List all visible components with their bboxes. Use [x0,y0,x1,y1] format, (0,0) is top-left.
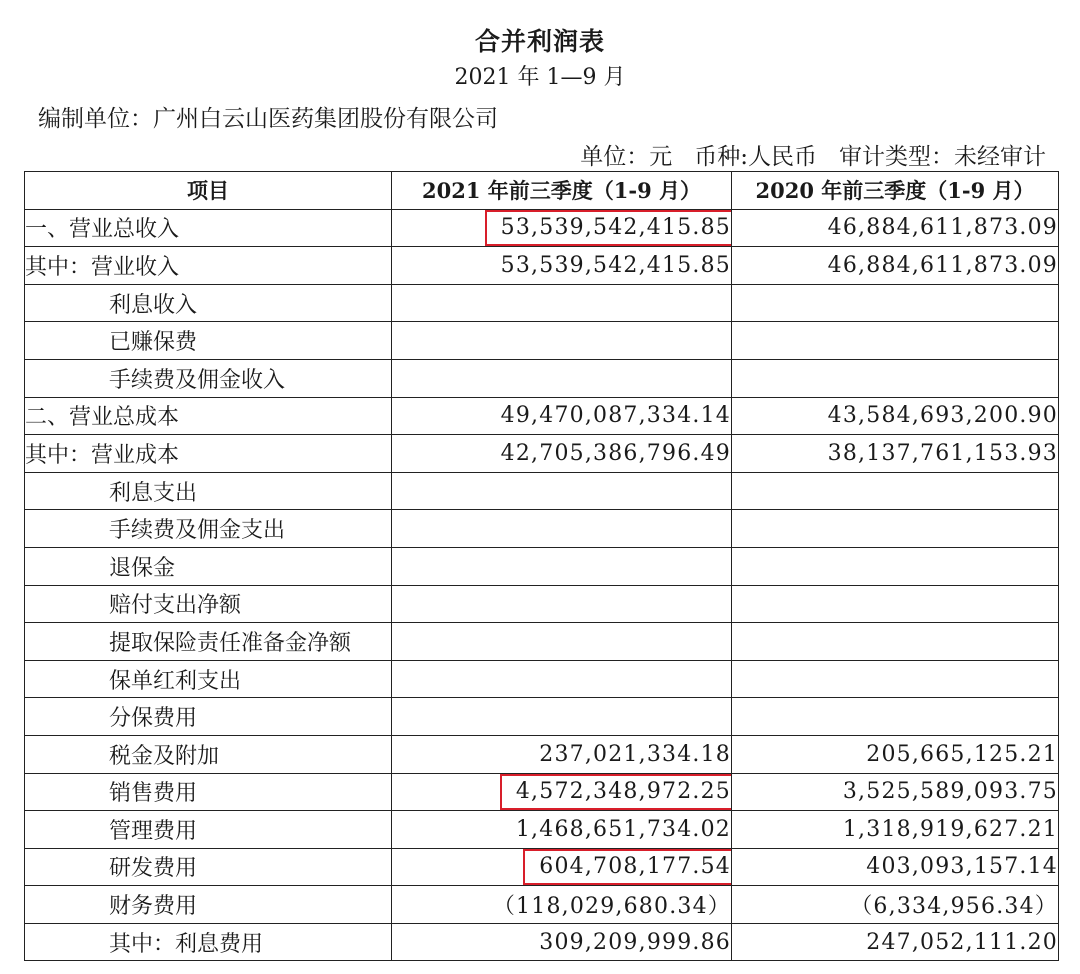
value-cell-current [392,472,732,510]
highlighted-value: 53,539,542,415.85 [485,210,732,246]
value-cell-current [392,209,732,247]
value-cell-prior [732,660,1059,698]
value-cell-current [392,510,732,548]
table-row [25,247,1059,285]
table-header-row [25,172,1059,210]
value-cell-prior: 403,093,157.14 [732,848,1059,886]
value-cell-prior: 247,052,111.20 [732,923,1059,961]
table-row [25,585,1059,623]
currency-label: 币种:人民币 [694,144,817,170]
table-row [25,209,1059,247]
row-item-label: 保单红利支出 [25,660,392,698]
value-cell-current [392,848,732,886]
row-item-label: 其中：利息费用 [25,923,392,961]
value-cell-current [392,322,732,360]
row-item-label: 一、营业总收入 [25,209,392,247]
audit-type-label: 审计类型：未经审计 [839,144,1046,170]
row-item-label: 手续费及佣金支出 [25,510,392,548]
value-cell-current [392,698,732,736]
table-row [25,923,1059,961]
value-cell-prior: 43,584,693,200.90 [732,397,1059,435]
table-row [25,773,1059,811]
table-row [25,510,1059,548]
row-item-label: 已赚保费 [25,322,392,360]
value-cell-current: 49,470,087,334.14 [392,397,732,435]
value-cell-current: 42,705,386,796.49 [392,435,732,473]
table-row [25,623,1059,661]
report-title: 合并利润表 [474,27,605,56]
column-header-item: 项目 [25,172,392,210]
row-item-label: 其中：营业成本 [25,435,392,473]
value-cell-current [392,773,732,811]
value-cell-prior: 1,318,919,627.21 [732,811,1059,849]
row-item-label: 手续费及佣金收入 [25,359,392,397]
table-row [25,698,1059,736]
value-cell-prior: 38,137,761,153.93 [732,435,1059,473]
value-cell-prior [732,284,1059,322]
value-cell-current: 237,021,334.18 [392,735,732,773]
table-row [25,397,1059,435]
value-cell-current: （118,029,680.34） [392,886,732,924]
row-item-label: 二、营业总成本 [25,397,392,435]
value-cell-prior [732,585,1059,623]
row-item-label: 提取保险责任准备金净额 [25,623,392,661]
value-cell-prior [732,322,1059,360]
row-item-label: 研发费用 [25,848,392,886]
table-body [25,209,1059,961]
row-item-label: 其中：营业收入 [25,247,392,285]
value-cell-current: 53,539,542,415.85 [392,247,732,285]
value-cell-prior: 3,525,589,093.75 [732,773,1059,811]
highlighted-value: 604,708,177.54 [523,849,731,885]
value-cell-current [392,623,732,661]
value-cell-prior [732,359,1059,397]
value-cell-prior [732,623,1059,661]
value-cell-prior [732,547,1059,585]
row-item-label: 财务费用 [25,886,392,924]
table-row [25,322,1059,360]
value-cell-current [392,359,732,397]
value-cell-prior [732,472,1059,510]
value-cell-current [392,585,732,623]
income-statement-table [24,171,1059,961]
value-cell-current [392,660,732,698]
table-row [25,359,1059,397]
table-row [25,284,1059,322]
row-item-label: 税金及附加 [25,735,392,773]
value-cell-current [392,547,732,585]
value-cell-current: 1,468,651,734.02 [392,811,732,849]
table-row [25,886,1059,924]
row-item-label: 利息支出 [25,472,392,510]
row-item-label: 利息收入 [25,284,392,322]
table-row [25,660,1059,698]
report-period: 2021 年 1—9 月 [454,65,626,90]
column-header-2020: 2020 年前三季度（1-9 月） [732,172,1059,210]
highlighted-value: 4,572,348,972.25 [500,774,732,810]
table-row [25,735,1059,773]
row-item-label: 退保金 [25,547,392,585]
value-cell-prior [732,510,1059,548]
table-row [25,848,1059,886]
table-row [25,472,1059,510]
table-row [25,811,1059,849]
value-cell-prior: 46,884,611,873.09 [732,209,1059,247]
row-item-label: 管理费用 [25,811,392,849]
table-row [25,435,1059,473]
row-item-label: 分保费用 [25,698,392,736]
report-meta [580,138,1046,171]
company-line: 编制单位：广州白云山医药集团股份有限公司 [38,106,498,132]
value-cell-prior: 205,665,125.21 [732,735,1059,773]
row-item-label: 销售费用 [25,773,392,811]
value-cell-prior: （6,334,956.34） [732,886,1059,924]
column-header-2021: 2021 年前三季度（1-9 月） [392,172,732,210]
value-cell-current: 309,209,999.86 [392,923,732,961]
value-cell-prior: 46,884,611,873.09 [732,247,1059,285]
value-cell-prior [732,698,1059,736]
table-row [25,547,1059,585]
unit-label: 单位：元 [580,144,673,170]
row-item-label: 赔付支出净额 [25,585,392,623]
value-cell-current [392,284,732,322]
